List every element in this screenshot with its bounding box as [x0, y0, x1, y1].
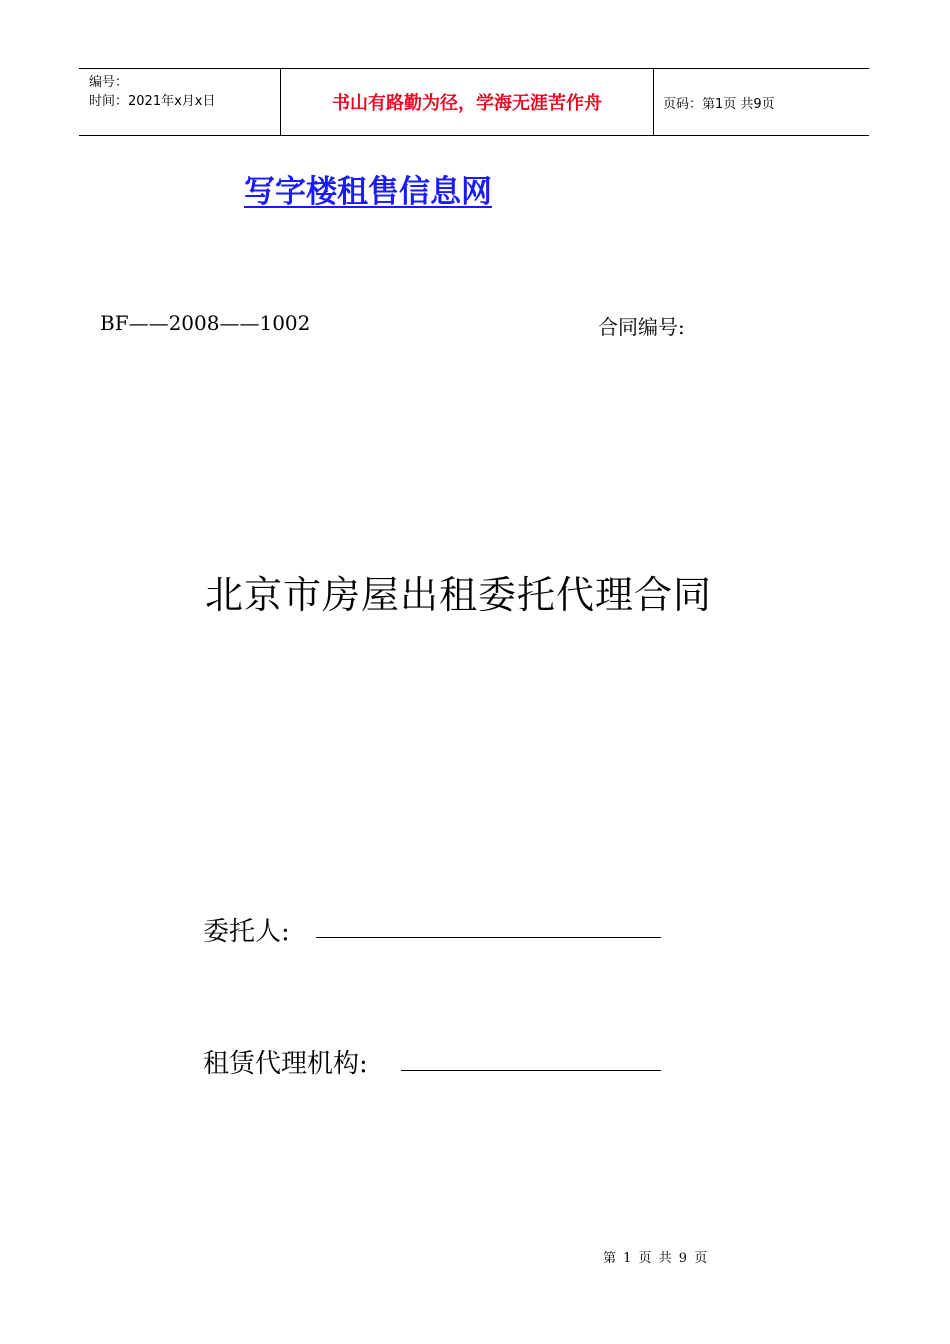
- header-page-cell: [654, 69, 869, 135]
- document-code: BF——2008——1002: [100, 311, 311, 335]
- site-link[interactable]: 写字楼租售信息网: [244, 174, 492, 210]
- page-header: [79, 68, 869, 136]
- serial-label: 编号：: [89, 75, 129, 90]
- contract-number-label: 合同编号:: [598, 315, 685, 339]
- header-motto-cell: [281, 69, 654, 135]
- principal-signature-line: [316, 937, 661, 938]
- time-label: 时间：2021年x月x日: [89, 94, 216, 109]
- footer-page-number: 第 1 页 共 9 页: [603, 1251, 708, 1266]
- header-motto: 书山有路勤为径，学海无涯苦作舟: [332, 93, 602, 114]
- header-meta-cell: [79, 69, 281, 135]
- agency-signature-line: [401, 1070, 661, 1071]
- header-page-info: 页码：第1页 共9页: [663, 96, 775, 112]
- document-title: 北京市房屋出租委托代理合同: [205, 573, 713, 617]
- agency-label: 租赁代理机构:: [203, 1049, 368, 1079]
- principal-label: 委托人:: [203, 917, 290, 947]
